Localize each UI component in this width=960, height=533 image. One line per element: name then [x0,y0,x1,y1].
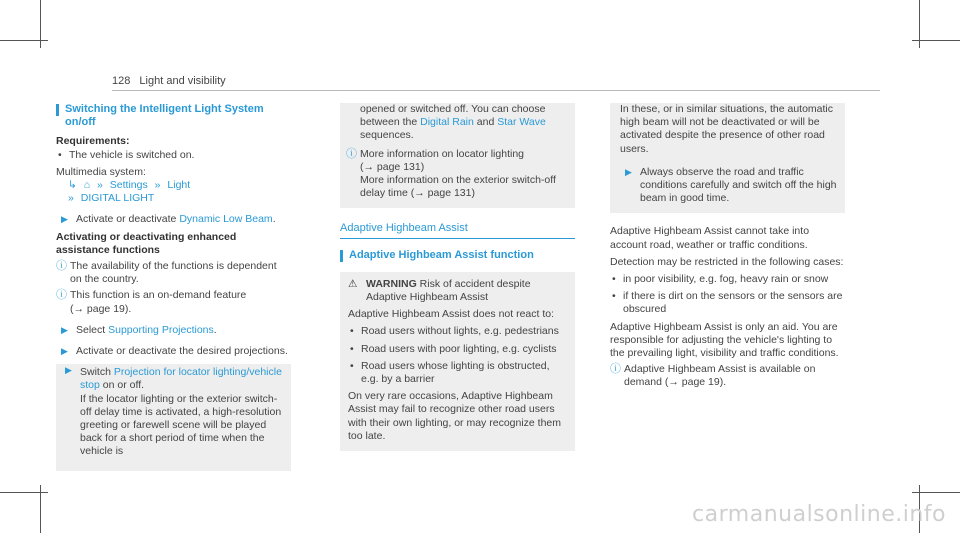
home-icon: ⌂ [83,179,91,192]
page-title: Light and visibility [139,75,226,87]
step-arrow-icon: ▶ [61,214,68,225]
multimedia-label: Multimedia system: [56,165,146,178]
step-arrow-icon: ▶ [625,166,632,177]
step-arrow-icon: ▶ [61,324,68,335]
warning-header: ⚠ WARNING Risk of accident despite Adaptive Highbeam Assist [348,277,531,304]
list-item: • Road users whose lighting is obstructed, e.g. by a barrier [348,360,567,386]
step-2: ▶ Select Supporting Projections. [61,323,217,336]
continuation-box: opened or switched off. You can choose between the Digital Rain and Star Wave sequences. ⓘ More information on locator lighting (→ page 131) More information on the exterior switch-off delay time (→ page 131) [340,103,575,208]
crop-mark [0,492,48,493]
warning-continuation-box [610,103,845,213]
projection-locator-link[interactable]: Projection for locator lighting/vehicle stop [80,366,282,392]
menu-path [56,179,291,205]
digital-rain-link[interactable]: Digital Rain [420,116,474,129]
info-icon: ⓘ [346,147,357,160]
chapter-heading: Adaptive Highbeam Assist [340,222,575,238]
arrow-icon: ↳ [68,179,77,192]
watermark: carmanualsonline.info [692,502,946,527]
crop-mark [912,40,960,41]
info-icon: ⓘ [56,260,67,273]
step-1: ▶ Activate or deactivate Dynamic Low Beam. [61,213,276,226]
column-2 [340,103,575,451]
list-item: • in poor visibility, e.g. fog, heavy rain or snow [610,273,845,286]
chevron-icon: » [97,179,103,192]
page-header [112,75,226,87]
supporting-projections-link[interactable]: Supporting Projections [108,323,214,336]
paragraph: Adaptive Highbeam Assist is only an aid. You are responsible for adjusting the vehicle's lighting to the prevailing light, visibility and traffic conditions. [610,320,839,360]
menu-item-settings[interactable]: Settings [109,179,148,192]
chevron-icon: » [68,192,74,205]
info-note: ⓘ This function is an on-demand feature (→ page 19). [56,289,247,315]
warning-paragraph: Adaptive Highbeam Assist does not react to: [348,308,555,321]
column-3 [610,103,845,390]
list-item: • The vehicle is switched on. [56,149,291,162]
crop-mark [0,40,48,41]
warning-icon: ⚠ [348,277,358,290]
info-note: ⓘ More information on locator lighting (→ page 131) More information on the exterior switch-off delay time (→ page 131) [346,147,556,200]
section-heading: Switching the Intelligent Light System on/off [56,103,291,129]
menu-item-light[interactable]: Light [167,179,191,192]
step-arrow-icon: ▶ [61,346,68,357]
warning-paragraph: On very rare occasions, Adaptive Highbeam Assist may fail to recognize other road users with their own lighting, or may recognize them too late. [348,390,562,442]
star-wave-link[interactable]: Star Wave [497,116,546,129]
step-4: ▶ Switch Projection for locator lighting/vehicle stop on or off. If the locator lighting or the exterior switch-off delay time is activated, a high-resolution greeting or farewell scene will be played back for a short period of time when the vehicle is [65,365,282,458]
subsection-heading: Activating or deactivating enhanced assistance functions [56,230,237,256]
step-4-box [56,364,291,470]
warning-paragraph: In these, or in similar situations, the automatic high beam will not be deactivated or will be activated despite the presence of other road users. [620,103,834,155]
info-icon: ⓘ [610,363,621,376]
crop-mark [912,492,960,493]
info-icon: ⓘ [56,289,67,302]
page-number: 128 [112,75,131,87]
column-1 [56,103,291,471]
list-item: • Road users with poor lighting, e.g. cyclists [348,343,567,356]
paragraph: Detection may be restricted in the following cases: [610,255,844,268]
section-heading: Adaptive Highbeam Assist function [340,249,575,262]
menu-item-digital-light[interactable]: DIGITAL LIGHT [80,192,155,205]
list-item: • Road users without lights, e.g. pedestrians [348,325,567,338]
requirements-heading: Requirements: [56,135,130,148]
chevron-icon: » [154,179,161,192]
paragraph: Adaptive Highbeam Assist cannot take into account road, weather or traffic conditions. [610,225,810,251]
info-note: ⓘ Adaptive Highbeam Assist is available on demand (→ page 19). [610,363,816,389]
warning-step: ▶ Always observe the road and traffic conditions carefully and switch off the high beam in good time. [625,165,837,205]
warning-box [340,272,575,451]
info-note: ⓘ The availability of the functions is dependent on the country. [56,260,277,286]
header-divider [112,90,880,91]
dynamic-low-beam-link[interactable]: Dynamic Low Beam [179,213,273,226]
step-arrow-icon: ▶ [65,365,72,376]
step-3: ▶ Activate or deactivate the desired projections. [61,345,288,358]
list-item: • if there is dirt on the sensors or the sensors are obscured [610,290,845,316]
